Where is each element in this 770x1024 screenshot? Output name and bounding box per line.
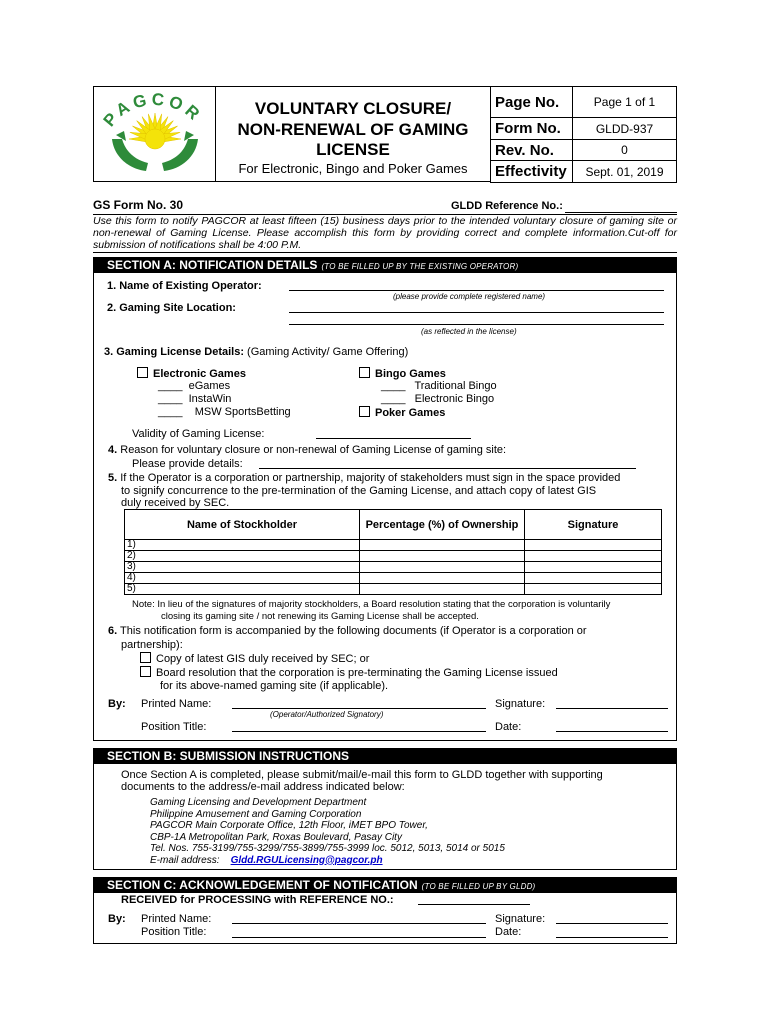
q3-label: [104, 346, 408, 358]
title-line1: VOLUNTARY CLOSURE/: [254, 99, 452, 118]
reference-no-field[interactable]: [418, 904, 530, 905]
received-label: RECEIVED for PROCESSING with REFERENCE NO.:: [121, 894, 394, 906]
q3-bold: . Gaming License Details:: [110, 346, 244, 358]
position-title-label-a: Position Title:: [141, 721, 207, 733]
title-line3: LICENSE: [316, 140, 390, 159]
q6-num: 6.: [108, 625, 118, 637]
row-label[interactable]: 4): [125, 573, 360, 584]
electronic-games-option[interactable]: [137, 367, 246, 380]
stockholder-table: [124, 509, 662, 595]
printed-name-field-c[interactable]: [232, 923, 486, 924]
col-header-percentage: Percentage (%) of Ownership: [360, 510, 525, 540]
electronic-bingo-label: Electronic Bingo: [414, 393, 495, 405]
position-title-field-a[interactable]: [232, 731, 486, 732]
printed-name-label-c: Printed Name:: [141, 913, 212, 925]
pagcor-logo: [94, 87, 215, 181]
signature-cell[interactable]: [525, 562, 662, 573]
printed-name-label-a: Printed Name:: [141, 698, 212, 710]
poker-games-label: Poker Games: [375, 407, 446, 419]
bingo-games-checkbox[interactable]: [359, 367, 370, 378]
egames-label: eGames: [188, 380, 231, 392]
percentage-cell[interactable]: [360, 584, 525, 595]
msw-label: MSW SportsBetting: [194, 406, 291, 418]
meta-value-rev: 0: [573, 140, 677, 161]
q6-line1: [108, 625, 668, 637]
email-line: [150, 855, 505, 867]
q6-option2-label: Board resolution that the corporation is pre-terminating the Gaming License issued: [156, 667, 558, 679]
signature-cell[interactable]: [525, 584, 662, 595]
email-label: E-mail address:: [150, 854, 220, 866]
poker-games-checkbox[interactable]: [359, 406, 370, 417]
meta-label-page: Page No.: [491, 87, 573, 118]
logo-box: [93, 86, 216, 182]
q5-num: 5.: [108, 472, 118, 484]
electronic-games-checkbox[interactable]: [137, 367, 148, 378]
site-location-field-1[interactable]: [289, 312, 664, 313]
signature-field-c[interactable]: [556, 923, 668, 924]
section-b-header: [93, 748, 677, 764]
q3-rest: (Gaming Activity/ Game Offering): [244, 346, 409, 358]
validity-label: Validity of Gaming License:: [132, 428, 265, 440]
signatory-hint: (Operator/Authorized Signatory): [270, 710, 384, 719]
bingo-games-option[interactable]: [359, 367, 446, 380]
section-c-header: [93, 877, 677, 893]
col-header-signature: Signature: [525, 510, 662, 540]
col-header-stockholder: Name of Stockholder: [125, 510, 360, 540]
form-number: GS Form No. 30: [93, 198, 184, 212]
meta-value-form: GLDD-937: [573, 118, 677, 140]
table-row: [125, 562, 662, 573]
row-label[interactable]: 2): [125, 551, 360, 562]
date-field-c[interactable]: [556, 937, 668, 938]
position-title-field-c[interactable]: [232, 937, 486, 938]
printed-name-field-a[interactable]: [232, 708, 486, 709]
row-label[interactable]: 3): [125, 562, 360, 573]
section-a-header: [93, 257, 677, 273]
gldd-reference-field[interactable]: [565, 212, 677, 213]
electronic-bingo-option[interactable]: ____ Electronic Bingo: [381, 393, 495, 405]
email-link[interactable]: Gldd.RGULicensing@pagcor.ph: [230, 854, 383, 866]
date-field-a[interactable]: [556, 731, 668, 732]
note-line1: Note: In lieu of the signatures of majority stockholders, a Board resolution stating that the corporation is voluntarily: [132, 599, 611, 610]
table-row: [125, 551, 662, 562]
traditional-bingo-label: Traditional Bingo: [414, 380, 497, 392]
poker-games-option[interactable]: [359, 406, 445, 419]
meta-label-rev: Rev. No.: [491, 140, 573, 161]
q1-hint: (please provide complete registered name): [393, 292, 546, 301]
signature-label-a: Signature:: [495, 698, 546, 710]
q4-text: Reason for voluntary closure or non-renewal of Gaming License of gaming site:: [120, 444, 507, 456]
q6-option2[interactable]: [140, 666, 558, 679]
subtitle: For Electronic, Bingo and Poker Games: [238, 161, 468, 176]
instawin-label: InstaWin: [188, 393, 232, 405]
address-line: PAGCOR Main Corporate Office, 12th Floor, iMET BPO Tower,: [150, 820, 428, 831]
signature-cell[interactable]: [525, 540, 662, 551]
signature-field-a[interactable]: [556, 708, 668, 709]
note-line2: closing its gaming site / not renewing its Gaming License shall be accepted.: [161, 611, 479, 622]
meta-value-page: Page 1 of 1: [573, 87, 677, 118]
meta-value-effectivity: Sept. 01, 2019: [573, 161, 677, 183]
position-title-label-c: Position Title:: [141, 926, 207, 938]
q2-label: 2. Gaming Site Location:: [107, 302, 236, 314]
q4-label: [108, 444, 506, 456]
percentage-cell[interactable]: [360, 540, 525, 551]
operator-name-field[interactable]: [289, 290, 664, 291]
q4-details-label: Please provide details:: [132, 458, 243, 470]
by-label-a: By:: [108, 698, 126, 710]
instructions: Use this form to notify PAGCOR at least fifteen (15) business days prior to the intended voluntary closure of gaming site or non-renewal of Gaming License. Please accomplish this form by providing correct and complete information.Cut-off for submission of notifications shall be 4:00 P.M.: [93, 215, 677, 251]
by-label-c: By:: [108, 913, 126, 925]
rule-instructions: [93, 252, 677, 253]
row-label[interactable]: 5): [125, 584, 360, 595]
percentage-cell[interactable]: [360, 562, 525, 573]
electronic-games-label: Electronic Games: [153, 368, 246, 380]
meta-label-form: Form No.: [491, 118, 573, 140]
gis-checkbox[interactable]: [140, 652, 151, 663]
board-resolution-checkbox[interactable]: [140, 666, 151, 677]
address-line: CBP-1A Metropolitan Park, Roxas Boulevard, Pasay City: [150, 831, 402, 843]
meta-table: [490, 86, 677, 183]
section-b-title: SECTION B: SUBMISSION INSTRUCTIONS: [107, 749, 350, 763]
instawin-option[interactable]: ____ InstaWin: [158, 393, 232, 405]
q1-label: 1. Name of Existing Operator:: [107, 280, 262, 292]
table-row: [125, 573, 662, 584]
section-c-title: SECTION C: ACKNOWLEDGEMENT OF NOTIFICATION: [107, 878, 418, 892]
traditional-bingo-option[interactable]: ____ Traditional Bingo: [381, 380, 497, 392]
title-box: [216, 86, 490, 182]
date-label-c: Date:: [495, 926, 522, 938]
table-row: [125, 584, 662, 595]
q6-option2b: for its above-named gaming site (if applicable).: [160, 680, 389, 692]
date-label-a: Date:: [495, 721, 522, 733]
percentage-cell[interactable]: [360, 573, 525, 584]
section-c-subtitle: (TO BE FILLED UP BY GLDD): [421, 882, 536, 891]
address-line: Gaming Licensing and Development Department: [150, 797, 367, 808]
q3-num: 3: [104, 346, 111, 358]
q6-line2: partnership):: [121, 639, 183, 651]
validity-field[interactable]: [316, 438, 471, 439]
reason-details-field[interactable]: [259, 468, 636, 469]
section-b-line1: Once Section A is completed, please submit/mail/e-mail this form to GLDD together with supporting: [121, 769, 603, 781]
table-row: [125, 540, 662, 551]
q5-text1: If the Operator is a corporation or partnership, majority of stakeholders must sign in the space provided: [120, 472, 621, 484]
q5-line3: duly received by SEC.: [121, 497, 230, 509]
msw-option[interactable]: ____ MSW SportsBetting: [158, 406, 291, 418]
signature-label-c: Signature:: [495, 913, 546, 925]
egames-option[interactable]: ____ eGames: [158, 380, 231, 392]
logo-text: PAGCOR: [99, 89, 207, 131]
title-line2: NON-RENEWAL OF GAMING: [237, 120, 469, 139]
address-line: Philippine Amusement and Gaming Corporation: [150, 808, 362, 820]
site-location-field-2[interactable]: [289, 324, 664, 325]
gldd-reference-label: GLDD Reference No.:: [451, 200, 563, 212]
section-a-subtitle: (TO BE FILLED UP BY THE EXISTING OPERATOR): [321, 262, 519, 271]
signature-cell[interactable]: [525, 573, 662, 584]
q6-option1-label: Copy of latest GIS duly received by SEC; or: [156, 653, 370, 665]
address-line: Tel. Nos. 755-3199/755-3299/755-3899/755-3999 loc. 5012, 5013, 5014 or 5015: [150, 843, 505, 854]
address-block: [150, 797, 505, 866]
q5-line1: [108, 472, 620, 484]
q4-num: 4.: [108, 444, 118, 456]
q5-line2: to signify concurrence to the pre-termination of the Gaming License, and attach copy of latest GIS: [121, 485, 597, 497]
q2-hint: (as reflected in the license): [421, 327, 517, 336]
row-label[interactable]: 1): [125, 540, 360, 551]
q6-text1: This notification form is accompanied by the following documents (if Operator is a corporation or: [120, 625, 587, 637]
meta-label-effectivity: Effectivity: [491, 161, 573, 183]
q6-option1[interactable]: [140, 652, 369, 665]
section-b-line2: documents to the address/e-mail address indicated below:: [121, 781, 405, 793]
percentage-cell[interactable]: [360, 551, 525, 562]
bingo-games-label: Bingo Games: [375, 368, 446, 380]
signature-cell[interactable]: [525, 551, 662, 562]
section-a-title: SECTION A: NOTIFICATION DETAILS: [107, 258, 318, 272]
